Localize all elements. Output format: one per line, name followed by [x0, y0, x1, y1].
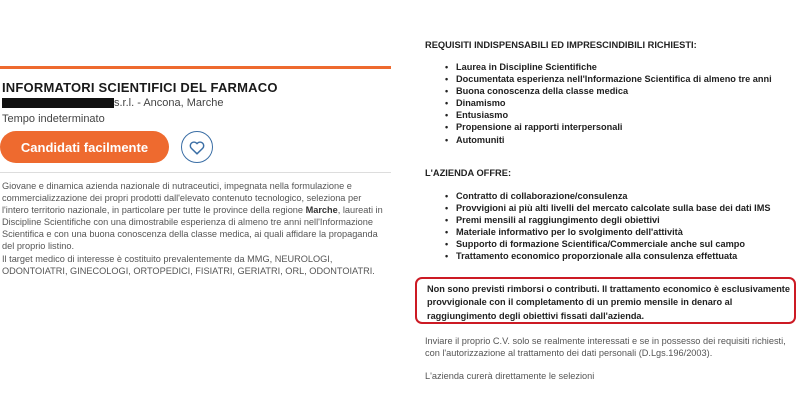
company-suffix: s.r.l. - Ancona, Marche [114, 97, 224, 109]
company-location [2, 97, 223, 111]
list-item: • Contratto di collaborazione/consulenza [456, 190, 771, 202]
list-item: • Trattamento economico proporzionale alla consulenza effettuata [456, 250, 771, 262]
heart-icon [189, 140, 205, 155]
requirements-heading: REQUISITI INDISPENSABILI ED IMPRESCINDIBILI RICHIESTI: [425, 40, 697, 50]
list-item: • Provvigioni ai più alti livelli del mercato calcolate sulla base dei dati IMS [456, 202, 771, 214]
list-item: • Propensione ai rapporti interpersonali [456, 121, 772, 133]
selection-note: L'azienda curerà direttamente le selezioni [425, 371, 595, 381]
cv-note: Inviare il proprio C.V. solo se realmente interessati e se in possesso dei requisiti richiesti, con l'autorizzazione al trattamento dei dati personali (D.Lgs.196/2003). [425, 336, 786, 359]
offers-heading: L'AZIENDA OFFRE: [425, 168, 512, 178]
description-text-continued: , laureati in Discipline Scientifiche con una dimostrabile esperienza di almeno tre anni nell'Informazione Scientifica e con una buona conoscenza della classe medica, ai quali affidare la propaganda del proprio listino. [2, 205, 383, 252]
list-item: • Materiale informativo per lo svolgimento dell'attività [456, 226, 771, 238]
description-paragraph [2, 180, 386, 253]
job-card [0, 0, 392, 401]
requirements-list [445, 61, 772, 146]
redacted-company-name [2, 98, 114, 108]
list-item: • Buona conoscenza della classe medica [456, 85, 772, 97]
list-item: • Automuniti [456, 134, 772, 146]
favorite-button[interactable] [181, 131, 213, 163]
card-divider [0, 172, 391, 173]
apply-button-label: Candidati facilmente [20, 139, 149, 155]
offers-list [445, 190, 771, 263]
accent-divider [0, 66, 391, 69]
job-description [2, 180, 386, 277]
list-item: • Supporto di formazione Scientifica/Commerciale anche sul campo [456, 238, 771, 250]
description-text: Giovane e dinamica azienda nazionale di nutraceutici, impegnata nella formulazione e commercializzazione dei propri prodotti dall'elevato contenuto tecnologico, seleziona per l'intero territorio nazionale, in particolare per tutte le province della regione [2, 181, 362, 216]
description-region: Marche [305, 205, 338, 216]
list-item: • Premi mensili al raggiungimento degli obiettivi [456, 214, 771, 226]
job-details [425, 0, 800, 401]
highlight-text: Non sono previsti rimborsi o contributi. Il trattamento economico è esclusivamente provvigionale con il completamento di un premio mensile in denaro al raggiungimento degli obiettivi fissati dall'azienda. [427, 284, 790, 321]
list-item: • Dinamismo [456, 97, 772, 109]
description-target: Il target medico di interesse è costituito prevalentemente da MMG, NEUROLOGI, ODONTOIATRI, GINECOLOGI, ORTOPEDICI, FISIATRI, GERIATRI, ORL, ODONTOIATRI. [2, 253, 375, 276]
list-item: • Entusiasmo [456, 109, 772, 121]
job-title: INFORMATORI SCIENTIFICI DEL FARMACO [2, 80, 278, 95]
list-item: • Documentata esperienza nell'Informazione Scientifica di almeno tre anni [456, 73, 772, 85]
list-item: • Laurea in Discipline Scientifiche [456, 61, 772, 73]
apply-button[interactable] [0, 131, 169, 163]
contract-type: Tempo indeterminato [2, 113, 105, 125]
